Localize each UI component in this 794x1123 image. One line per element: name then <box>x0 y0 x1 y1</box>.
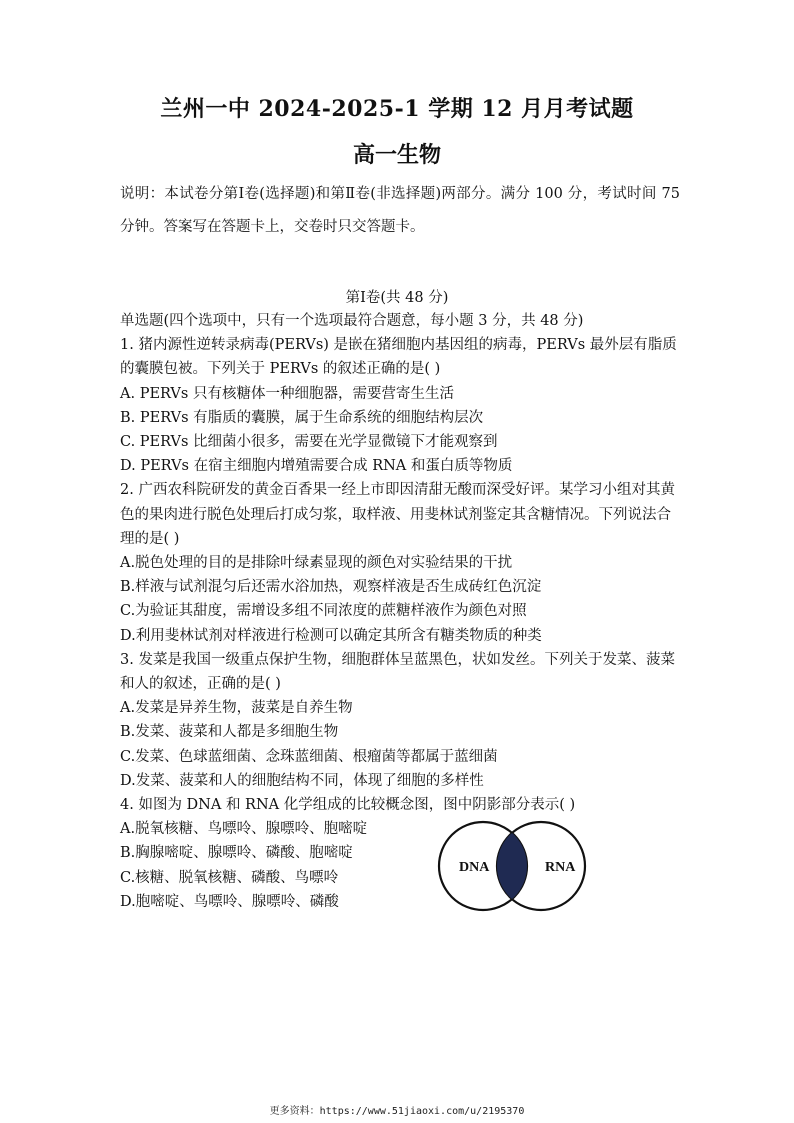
question-option: A.脱氧核糖、鸟嘌呤、腺嘌呤、胞嘧啶 <box>120 821 368 838</box>
question-option: B. PERVs 有脂质的囊膜，属于生命系统的细胞结构层次 <box>120 409 484 426</box>
dna-rna-venn-diagram <box>433 818 591 914</box>
exam-subtitle: 高一生物 <box>352 142 441 168</box>
question-stem: 1. 猪内源性逆转录病毒(PERVs) 是嵌在猪细胞内基因组的病毒，PERVs 最外层有脂质的囊膜包被。下列关于 PERVs 的叙述正确的是( ) <box>120 337 677 378</box>
question-4 <box>120 793 680 914</box>
section-heading: 第Ⅰ卷(共 48 分) <box>345 290 449 306</box>
question-option: B.样液与试剂混匀后还需水浴加热，观察样液是否生成砖红色沉淀 <box>120 579 542 596</box>
question-option: A.发菜是异养生物，菠菜是自养生物 <box>120 700 353 717</box>
question-option: D.利用斐林试剂对样液进行检测可以确定其所含有糖类物质的种类 <box>120 627 542 644</box>
exam-title: 兰州一中 2024-2025-1 学期 12 月月考试题 <box>160 96 634 122</box>
question-option: C.为验证其甜度，需增设多组不同浓度的蔗糖样液作为颜色对照 <box>120 603 527 620</box>
question-option: A. PERVs 只有核糖体一种细胞器，需要营寄生生活 <box>120 385 454 402</box>
question-option: C.发菜、色球蓝细菌、念珠蓝细菌、根瘤菌等都属于蓝细菌 <box>120 748 498 765</box>
question-option: B.发菜、菠菜和人都是多细胞生物 <box>120 724 339 741</box>
question-option: D.胞嘧啶、鸟嘌呤、腺嘌呤、磷酸 <box>120 893 339 910</box>
question-stem: 2. 广西农科院研发的黄金百香果一经上市即因清甜无酸而深受好评。某学习小组对其黄色的果肉进行脱色处理后打成匀浆，取样液、用斐林试剂鉴定其含糖情况。下列说法合理的是( ) <box>120 482 675 547</box>
question-option: C. PERVs 比细菌小很多，需要在光学显微镜下才能观察到 <box>120 434 498 451</box>
question-3 <box>120 648 680 793</box>
question-1 <box>120 333 680 478</box>
exam-instructions-note: 说明：本试卷分第Ⅰ卷(选择题)和第Ⅱ卷(非选择题)两部分。满分 100 分，考试时间 75 分钟。答案写在答题卡上，交卷时只交答题卡。 <box>120 186 680 235</box>
footer-source: 更多资料：https://www.51jiaoxi.com/u/2195370 <box>269 1106 525 1117</box>
question-option: C.核糖、脱氧核糖、磷酸、鸟嘌呤 <box>120 869 339 886</box>
question-stem: 4. 如图为 DNA 和 RNA 化学组成的比较概念图，图中阴影部分表示( ) <box>120 797 576 814</box>
rna-label: RNA <box>545 860 576 876</box>
question-option: B.胸腺嘧啶、腺嘌呤、磷酸、胞嘧啶 <box>120 845 353 862</box>
question-option: D.发菜、菠菜和人的细胞结构不同，体现了细胞的多样性 <box>120 772 484 789</box>
single-choice-instructions: 单选题(四个选项中，只有一个选项最符合题意，每小题 3 分，共 48 分) <box>120 313 584 329</box>
question-option: D. PERVs 在宿主细胞内增殖需要合成 RNA 和蛋白质等物质 <box>120 458 513 475</box>
dna-label: DNA <box>459 860 490 876</box>
question-stem: 3. 发菜是我国一级重点保护生物，细胞群体呈蓝黑色，状如发丝。下列关于发菜、菠菜和人的叙述，正确的是( ) <box>120 651 675 693</box>
question-option: A.脱色处理的目的是排除叶绿素显现的颜色对实验结果的干扰 <box>120 555 513 572</box>
question-2 <box>120 478 680 647</box>
question-list <box>120 309 680 914</box>
